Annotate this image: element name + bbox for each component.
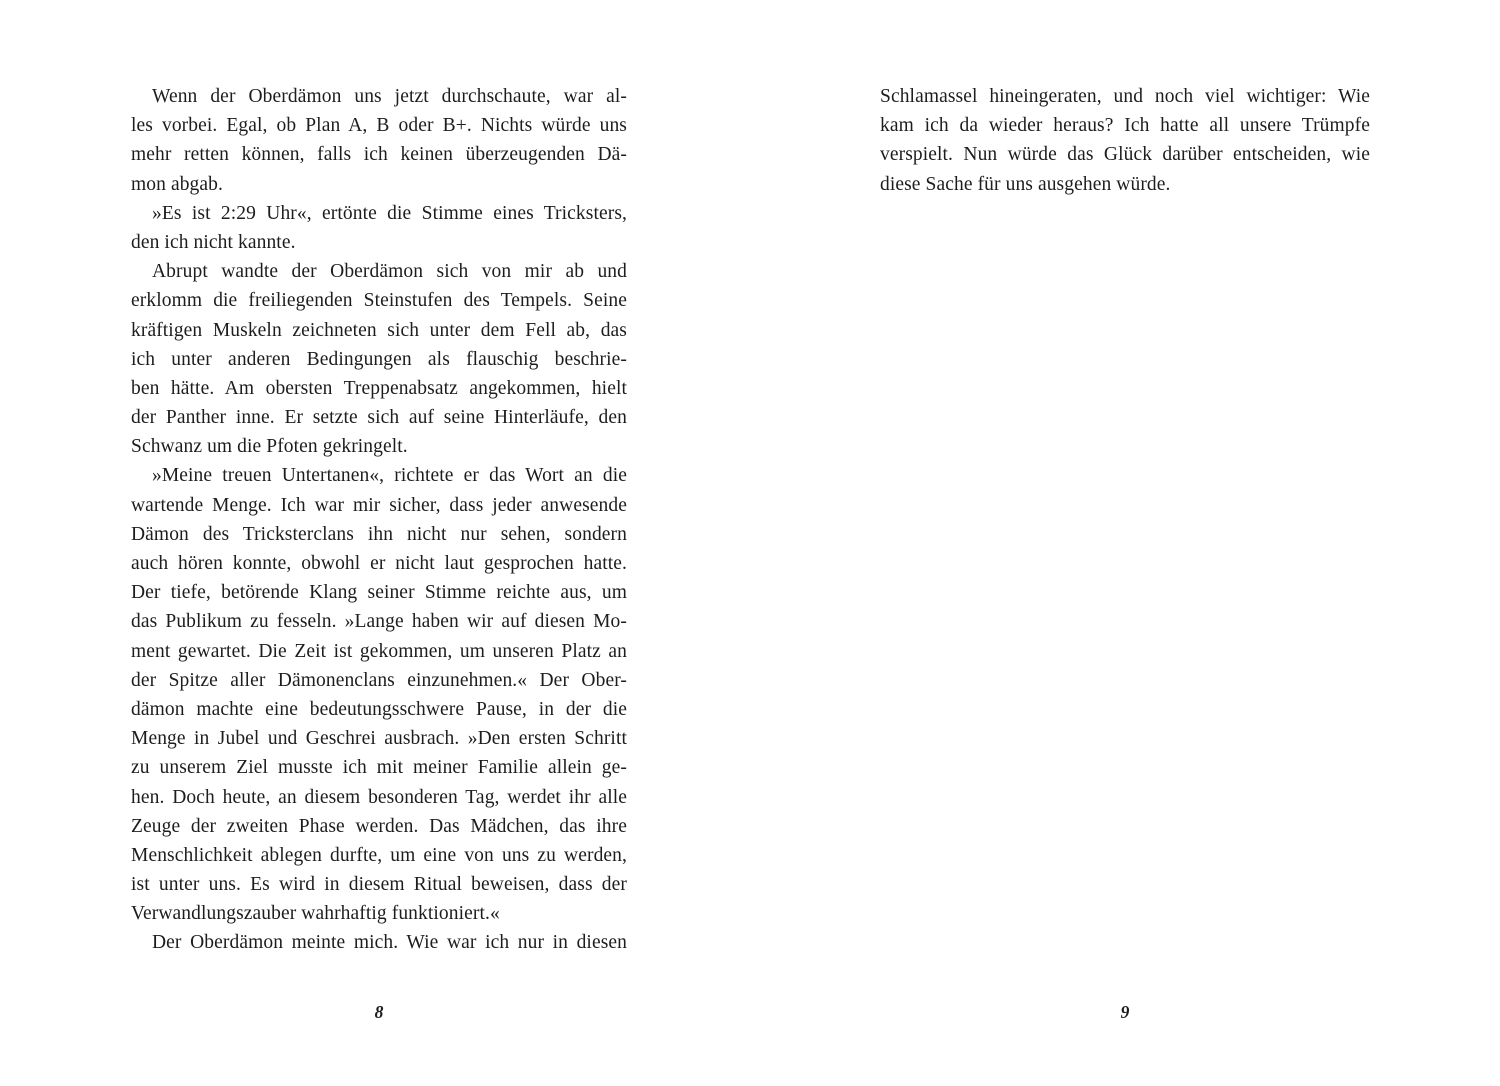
text-block — [880, 82, 1370, 199]
text-line: der Spitze aller Dämonenclans einzunehmen.« Der Ober- — [131, 669, 627, 691]
text-line: Der Oberdämon meinte mich. Wie war ich nur in diesen — [152, 932, 627, 954]
text-line: der Panther inne. Er setzte sich auf seine Hinterläufe, den — [131, 407, 627, 429]
text-line: Abrupt wandte der Oberdämon sich von mir ab und — [152, 261, 627, 283]
text-line: »Es ist 2:29 Uhr«, ertönte die Stimme eines Tricksters, — [152, 202, 627, 224]
text-line: kräftigen Muskeln zeichneten sich unter dem Fell ab, das — [131, 319, 627, 341]
page-number: 9 — [1120, 1002, 1130, 1022]
text-line: mehr retten können, falls ich keinen überzeugenden Dä- — [131, 144, 627, 166]
text-line: Zeuge der zweiten Phase werden. Das Mädchen, das ihre — [131, 815, 627, 837]
text-line: erklomm die freiliegenden Steinstufen des Tempels. Seine — [131, 290, 627, 312]
text-line: diese Sache für uns ausgehen würde. — [880, 173, 1171, 195]
text-line: Menge in Jubel und Geschrei ausbrach. »Den ersten Schritt — [131, 728, 627, 750]
text-line: Der tiefe, betörende Klang seiner Stimme reichte aus, um — [131, 582, 627, 604]
page-number: 8 — [374, 1002, 384, 1022]
text-line: Schwanz um die Pfoten gekringelt. — [131, 436, 408, 458]
text-line: kam ich da wieder heraus? Ich hatte all unsere Trümpfe — [880, 115, 1370, 137]
page-right — [750, 0, 1500, 1086]
text-line: auch hören konnte, obwohl er nicht laut gesprochen hatte. — [131, 553, 627, 574]
text-line: dämon machte eine bedeutungsschwere Pause, in der die — [131, 698, 627, 720]
text-line: Menschlichkeit ablegen durfte, um eine von uns zu werden, — [131, 844, 627, 866]
text-line: verspielt. Nun würde das Glück darüber entscheiden, wie — [880, 144, 1370, 166]
text-line: ist unter uns. Es wird in diesem Ritual beweisen, dass der — [131, 874, 627, 896]
text-line: Dämon des Tricksterclans ihn nicht nur sehen, sondern — [131, 523, 627, 545]
text-line: ich unter anderen Bedingungen als flauschig beschrie- — [131, 348, 627, 370]
text-line: wartende Menge. Ich war mir sicher, dass jeder anwesende — [131, 494, 627, 516]
text-line: »Meine treuen Untertanen«, richtete er das Wort an die — [152, 465, 627, 487]
text-line: Wenn der Oberdämon uns jetzt durchschaute, war al- — [152, 86, 627, 107]
text-line: ben hätte. Am obersten Treppenabsatz angekommen, hielt — [131, 377, 627, 399]
text-line: hen. Doch heute, an diesem besonderen Tag, werdet ihr alle — [131, 786, 627, 808]
text-line: les vorbei. Egal, ob Plan A, B oder B+. Nichts würde uns — [131, 115, 627, 137]
text-line: zu unserem Ziel musste ich mit meiner Familie allein ge- — [131, 757, 627, 779]
text-line: Verwandlungszauber wahrhaftig funktioniert.« — [131, 903, 500, 925]
text-block — [131, 82, 627, 958]
text-line: den ich nicht kannte. — [131, 231, 296, 253]
text-line: das Publikum zu fesseln. »Lange haben wir auf diesen Mo- — [131, 611, 627, 633]
text-line: mon abgab. — [131, 173, 223, 195]
text-line: ment gewartet. Die Zeit ist gekommen, um unseren Platz an — [131, 640, 627, 662]
text-line: Schlamassel hineingeraten, und noch viel wichtiger: Wie — [880, 86, 1370, 107]
